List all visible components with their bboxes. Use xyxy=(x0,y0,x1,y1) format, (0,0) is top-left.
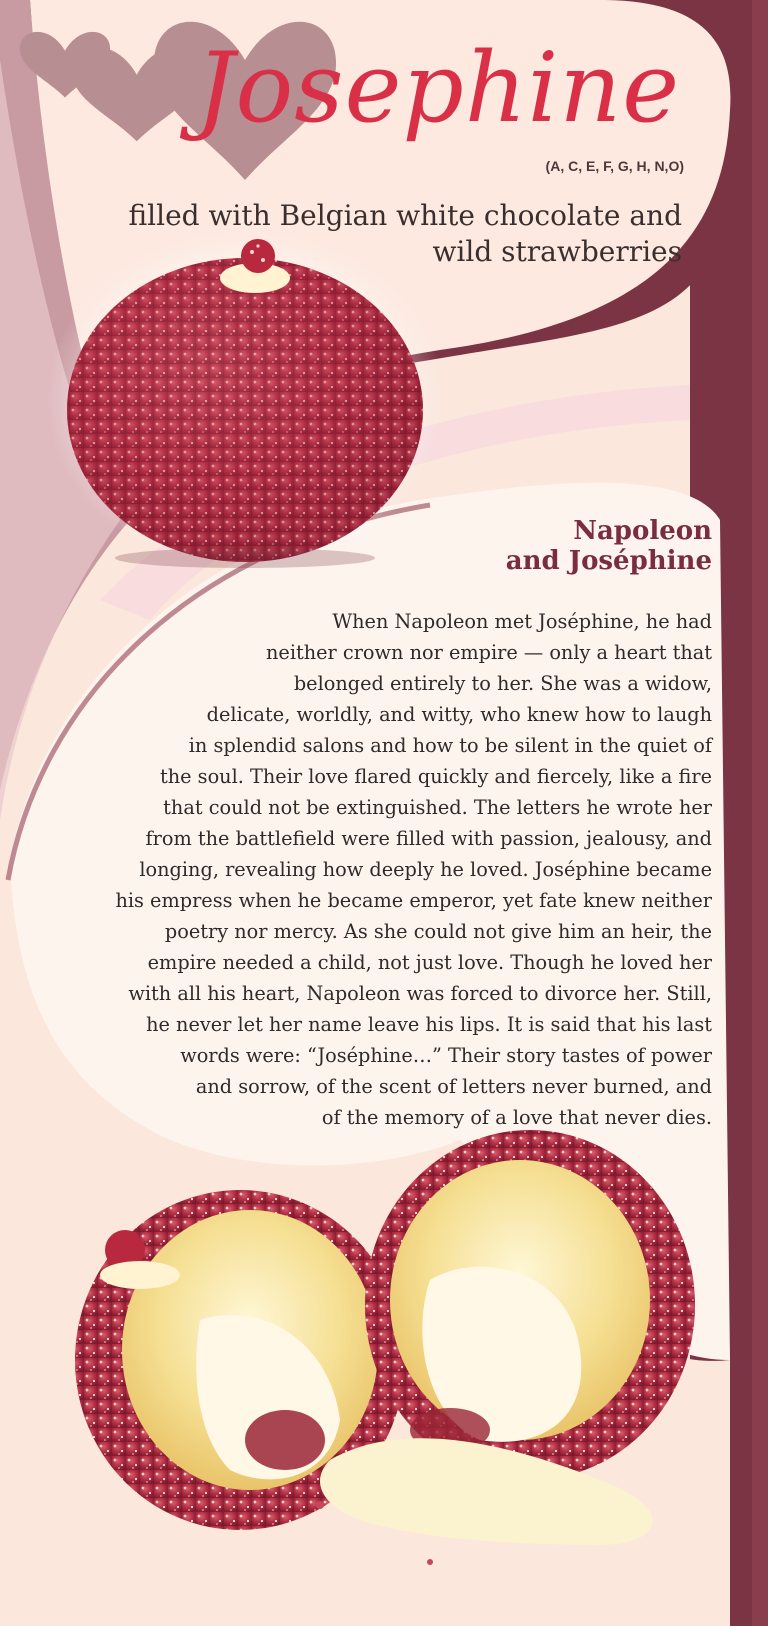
description-line: wild strawberries xyxy=(432,235,682,268)
story-line: and sorrow, of the scent of letters never burned, and xyxy=(195,1075,712,1098)
story-line: in splendid salons and how to be silent in the quiet of xyxy=(188,734,712,757)
top-praline-illustration xyxy=(45,230,445,570)
story-heading xyxy=(412,516,712,576)
story-line: words were: “Joséphine…” Their story tastes of power xyxy=(180,1044,712,1067)
product-title: Josephine xyxy=(196,32,680,144)
story-line: delicate, worldly, and witty, who knew how to laugh xyxy=(206,703,712,726)
allergen-codes: (A, C, E, F, G, H, N,O) xyxy=(545,158,684,174)
story-line: from the battlefield were filled with passion, jealousy, and xyxy=(145,827,712,850)
story-line: When Napoleon met Joséphine, he had xyxy=(332,610,712,633)
story-heading-line: and Joséphine xyxy=(505,546,712,576)
story-line: belonged entirely to her. She was a widow, xyxy=(293,672,712,695)
story-line: he never let her name leave his lips. It is said that his last xyxy=(146,1013,712,1036)
story-line: poetry nor mercy. As she could not give him an heir, the xyxy=(164,920,712,943)
story-line: longing, revealing how deeply he loved. Joséphine became xyxy=(139,858,712,881)
story-line: that could not be extinguished. The letters he wrote her xyxy=(163,796,712,819)
story-line: of the memory of a love that never dies. xyxy=(321,1106,712,1129)
story-text xyxy=(72,606,712,1133)
story-line: empire needed a child, not just love. Though he loved her xyxy=(147,951,712,974)
story-line: the soul. Their love flared quickly and fiercely, like a fire xyxy=(159,765,712,788)
story-line: with all his heart, Napoleon was forced to divorce her. Still, xyxy=(128,982,712,1005)
description-line: filled with Belgian white chocolate and xyxy=(128,199,682,232)
product-description xyxy=(62,198,682,270)
story-line: neither crown nor empire — only a heart that xyxy=(265,641,712,664)
story-heading-line: Napoleon xyxy=(573,516,712,546)
story-line: his empress when he became emperor, yet fate knew neither xyxy=(115,889,712,912)
